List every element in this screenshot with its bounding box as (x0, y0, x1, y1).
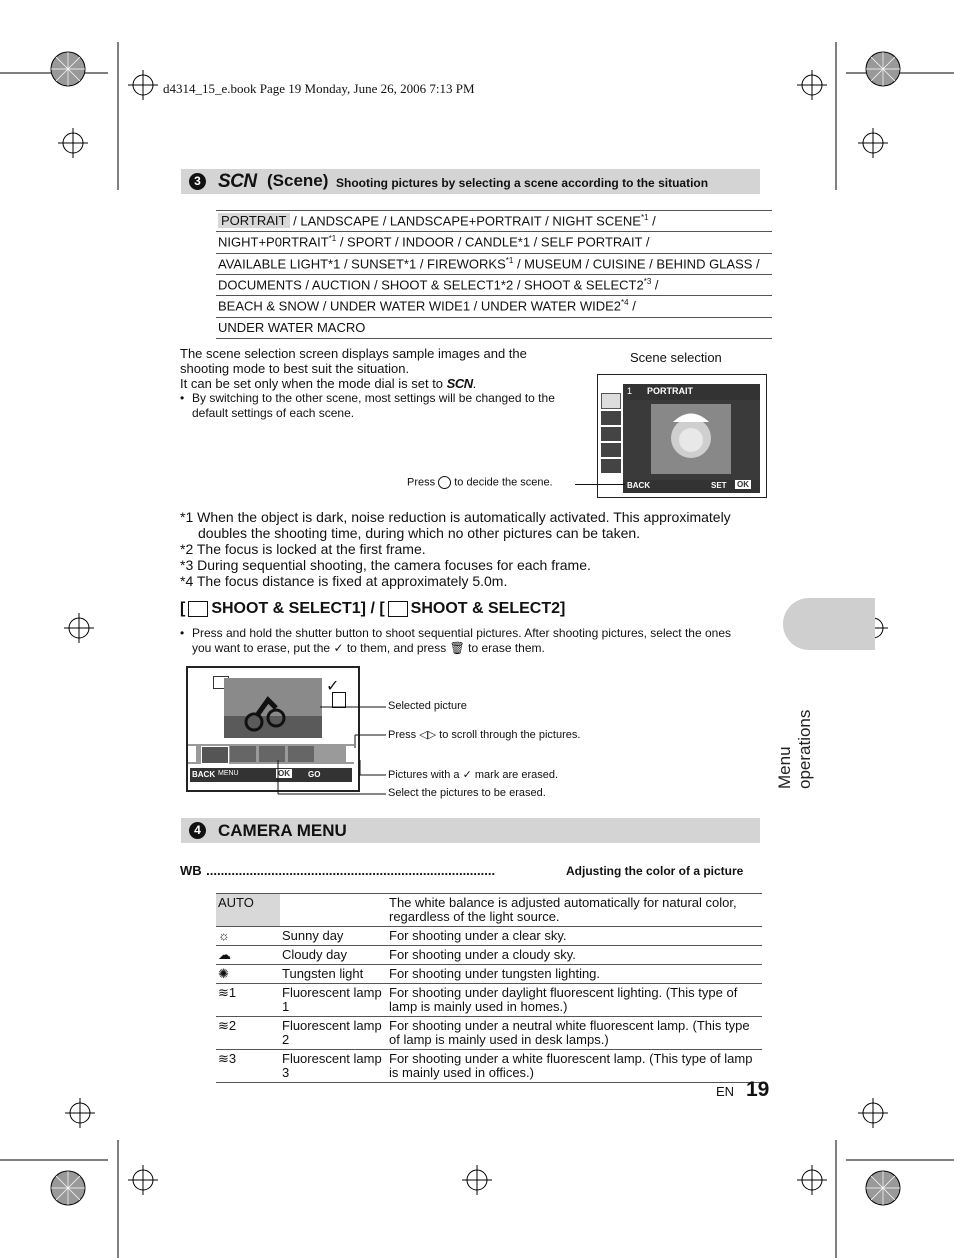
callout-line (575, 484, 625, 485)
scene-selection-screen (597, 374, 767, 498)
wb-name: Cloudy day (280, 946, 387, 965)
check-mark-icon: ✓ (462, 769, 472, 781)
fluorescent3-icon: ≋3 (216, 1050, 280, 1083)
callout-text: Pictures with a (388, 769, 460, 781)
footnote: *2 The focus is locked at the first frame. (180, 541, 426, 557)
bullet-span: you want to erase, put the (192, 641, 331, 655)
bullet-span: to them, and press (346, 641, 447, 655)
intro-text (180, 346, 600, 421)
table-row (216, 927, 762, 946)
callout-erased (388, 768, 558, 781)
landscape-icon[interactable] (601, 411, 621, 425)
heading-text: SHOOT & SELECT2] (410, 600, 566, 617)
footer-lang: EN (716, 1084, 735, 1099)
ok-label: OK (278, 769, 290, 778)
shoot-select-heading: [ SHOOT & SELECT1] / [ SHOOT & SELECT2] (180, 600, 566, 617)
scene-tail: / (651, 277, 659, 293)
intro-line: The scene selection screen displays sample images and the (180, 346, 527, 361)
bullet-span: to erase them. (468, 641, 545, 655)
scene-row (216, 211, 772, 232)
heading-text: SHOOT & SELECT1] / [ (211, 600, 385, 617)
bulb-icon: ✺ (216, 965, 280, 984)
wb-name: Fluorescent lamp 3 (280, 1050, 387, 1083)
bullet-text: By switching to the other scene, most settings will be changed to the (192, 391, 555, 405)
intro-bullet: • By switching to the other scene, most settings will be changed to the default settings of each scene. (180, 391, 555, 420)
section-subtitle: Shooting pictures by selecting a scene according to the situation (336, 176, 709, 190)
footnote: *3 During sequential shooting, the camera focuses for each frame. (180, 557, 591, 573)
intro-text-span: It can be set only when the mode dial is set to (180, 376, 444, 391)
bullet-text: default settings of each scene. (192, 406, 355, 420)
shoot-select1-icon (188, 601, 208, 617)
scene-title-bar (623, 384, 760, 400)
wb-desc: For shooting under a white fluorescent lamp. (This type of lamp is mainly used in offices.) (387, 1050, 762, 1083)
back-label: BACK (627, 481, 651, 490)
scene-row (216, 296, 772, 317)
wb-table (216, 893, 762, 1083)
table-row (216, 965, 762, 984)
erase-check-icon: ✓ (326, 678, 340, 695)
callout-selected-picture: Selected picture (388, 700, 467, 712)
portrait-icon[interactable] (601, 393, 621, 409)
scene-selection-caption: Scene selection (630, 350, 722, 365)
section-title: CAMERA MENU (218, 821, 347, 840)
footnote-ref: *1 (640, 213, 649, 222)
intro-line: It can be set only when the mode dial is set to SCN. (180, 376, 477, 391)
landscape-portrait-icon[interactable] (601, 427, 621, 441)
cloud-icon: ☁ (216, 946, 280, 965)
wb-desc: The white balance is adjusted automatically for natural color, regardless of the light source. (387, 894, 762, 927)
wb-desc: For shooting under a clear sky. (387, 927, 762, 946)
scn-icon: SCN (218, 171, 257, 192)
wb-name (280, 894, 387, 927)
bullet-text (192, 641, 787, 656)
scene-row (216, 317, 772, 338)
callout-scroll (388, 728, 580, 741)
footnote-ref: *1 (505, 255, 514, 265)
scene-icon-column (601, 391, 621, 479)
scene-status-bar (623, 480, 760, 493)
intro-line: shooting mode to best suit the situation. (180, 361, 410, 376)
footnote: *1 When the object is dark, noise reduction is automatically activated. This approximately (180, 509, 731, 525)
trash-icon: 🗑 (449, 641, 465, 655)
thumbnail[interactable] (230, 746, 256, 762)
section-4-header (181, 818, 760, 843)
wb-desc: For shooting under a neutral white fluorescent lamp. (This type of lamp is mainly used in desk lamps.) (387, 1017, 762, 1050)
callout-text: to decide the scene. (454, 476, 553, 489)
wb-desc: For shooting under a cloudy sky. (387, 946, 762, 965)
callout-text: mark are erased. (474, 769, 559, 781)
ok-button-icon (438, 476, 451, 489)
file-header: d4314_15_e.book Page 19 Monday, June 26, 2006 7:13 PM (163, 81, 475, 96)
footnote-ref: *4 (621, 298, 629, 308)
side-tab-label: Menu operations (775, 709, 814, 789)
table-row (216, 984, 762, 1017)
go-label: GO (308, 770, 321, 779)
callout-lines (270, 700, 388, 800)
night-portrait-icon[interactable] (601, 459, 621, 473)
shoot-select2-icon (388, 601, 408, 617)
side-tab (783, 598, 875, 650)
scene-text: AVAILABLE LIGHT*1 / SUNSET*1 / FIREWORKS (218, 255, 506, 271)
night-scene-icon[interactable] (601, 443, 621, 457)
wb-desc: For shooting under tungsten lighting. (387, 965, 762, 984)
footnote: doubles the shooting time, during which no other pictures can be taken. (198, 525, 641, 541)
wb-name: Fluorescent lamp 2 (280, 1017, 387, 1050)
table-row (216, 1050, 762, 1083)
scene-preview (623, 400, 760, 480)
callout-select: Select the pictures to be erased. (388, 787, 546, 799)
back-label: BACK (192, 770, 216, 779)
page-number: 19 (746, 1078, 770, 1101)
press-ok-callout (407, 476, 553, 489)
scene-text: / LANDSCAPE / LANDSCAPE+PORTRAIT / NIGHT SCENE (289, 213, 641, 229)
scene-mode: PORTRAIT (647, 386, 693, 396)
sun-icon: ☼ (216, 927, 280, 946)
shoot-select-bullet: • Press and hold the shutter button to shoot sequential pictures. After shooting pictures, select the ones you want to erase, put the ✓ to them, and press 🗑 to erase them. (180, 626, 787, 656)
scene-row (216, 232, 772, 253)
fluorescent2-icon: ≋2 (216, 1017, 280, 1050)
wb-name: Fluorescent lamp 1 (280, 984, 387, 1017)
scene-text: DOCUMENTS / AUCTION / SHOOT & SELECT1*2 / SHOOT & SELECT2 (218, 277, 644, 293)
callout-text: to scroll through the pictures. (439, 729, 581, 741)
arrow-pad-icon: ◁▷ (419, 729, 437, 741)
wb-name: Sunny day (280, 927, 387, 946)
footnote-ref: *1 (328, 234, 337, 244)
scn-icon: SCN (446, 376, 473, 391)
callout-text: Press (388, 729, 417, 741)
check-mark-icon: ✓ (333, 641, 344, 655)
table-row (216, 946, 762, 965)
wb-label: WB (180, 863, 202, 878)
auto-label: AUTO (216, 894, 280, 927)
scene-table (216, 210, 772, 339)
scene-tail: / (648, 213, 656, 229)
section-3-header (181, 169, 760, 194)
scene-text: NIGHT+P0RTRAIT (218, 234, 329, 250)
footnote: *4 The focus distance is fixed at approximately 5.0m. (180, 573, 508, 589)
footnotes (180, 509, 780, 589)
wb-desc: For shooting under daylight fluorescent lighting. (This type of lamp is mainly used in homes.) (387, 984, 762, 1017)
leader-dots: ................................................................................ (206, 863, 496, 878)
wb-description: Adjusting the color of a picture (562, 864, 743, 878)
scene-row (216, 274, 772, 295)
wb-name: Tungsten light (280, 965, 387, 984)
portrait-sample-photo (623, 400, 760, 480)
fluorescent1-icon: ≋1 (216, 984, 280, 1017)
thumbnail[interactable] (201, 746, 229, 764)
bullet-text: Press and hold the shutter button to shoot sequential pictures. After shooting pictures, select the ones (192, 626, 731, 640)
highlighted-scene: PORTRAIT (218, 213, 290, 228)
scene-index: 1 (627, 386, 633, 396)
table-row (216, 894, 762, 927)
scene-tail: / SPORT / INDOOR / CANDLE*1 / SELF PORTRAIT / (336, 234, 650, 250)
callout-text: Press (407, 476, 436, 489)
menu-label: MENU (218, 770, 239, 777)
table-row (216, 1017, 762, 1050)
ok-label: OK (737, 480, 749, 489)
set-label: SET (711, 481, 727, 490)
scene-row (216, 253, 772, 274)
scroll-left-icon[interactable] (188, 746, 196, 762)
section-title: (Scene) (267, 171, 329, 190)
scene-tail: / (628, 298, 636, 314)
scene-tail: / MUSEUM / CUISINE / BEHIND GLASS / (513, 255, 760, 271)
scene-text: BEACH & SNOW / UNDER WATER WIDE1 / UNDER WATER WIDE2 (218, 298, 622, 314)
scene-text: UNDER WATER MACRO (218, 319, 366, 335)
section-number: 4 (189, 822, 206, 839)
section-number: 3 (189, 173, 206, 190)
footnote-ref: *3 (643, 276, 652, 286)
